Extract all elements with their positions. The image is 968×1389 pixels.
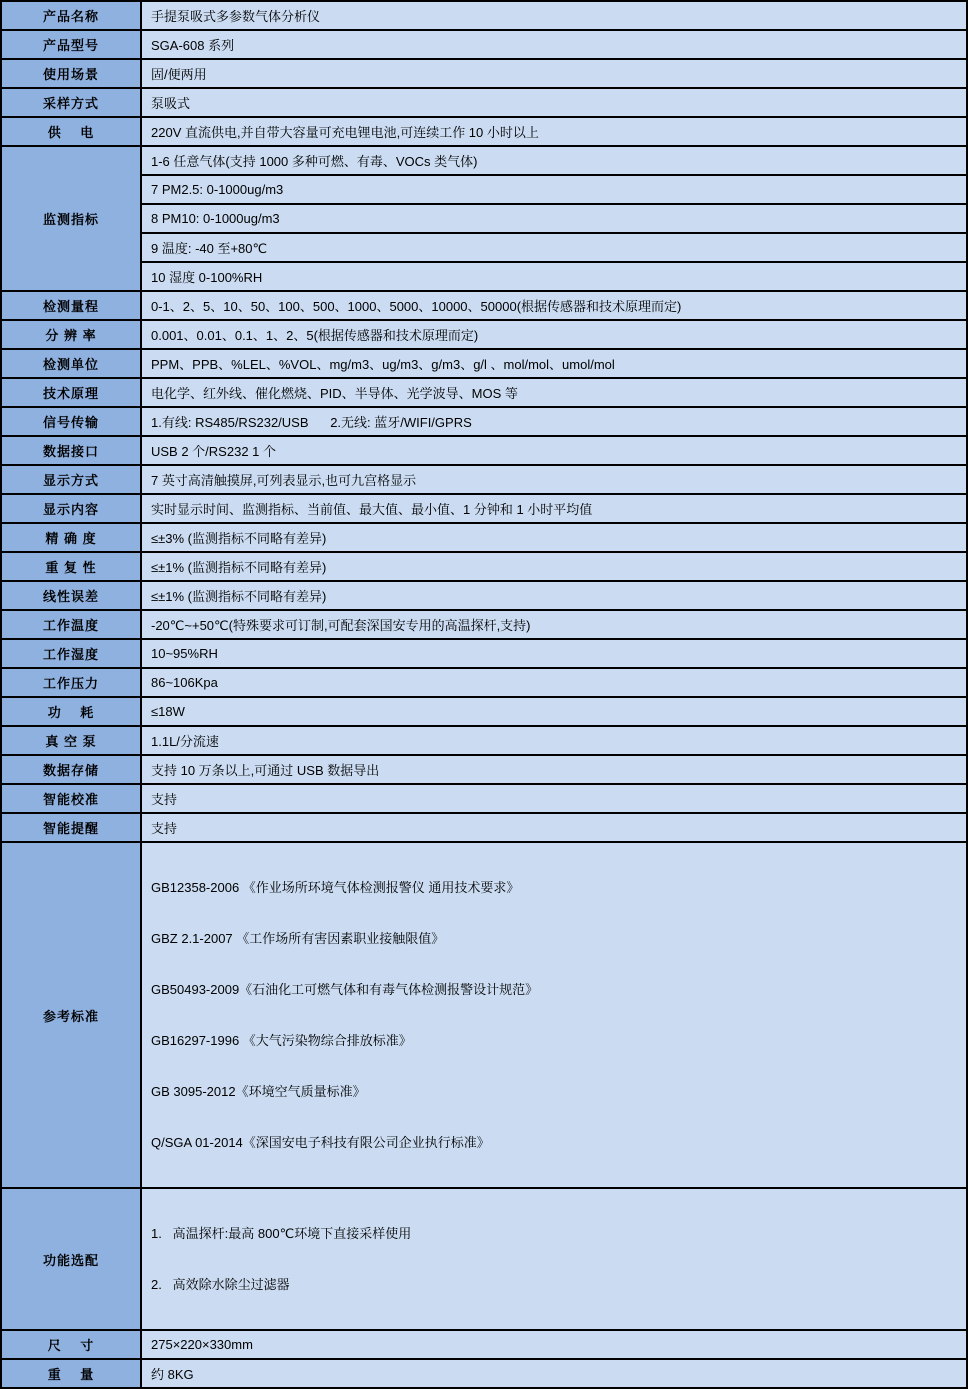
table-row (1, 552, 967, 581)
spec-label: 供 电 (1, 117, 141, 146)
spec-label: 技术原理 (1, 378, 141, 407)
table-row (1, 697, 967, 726)
spec-label: 采样方式 (1, 88, 141, 117)
table-row (1, 726, 967, 755)
table-row (1, 117, 967, 146)
spec-value: 9 温度: -40 至+80℃ (141, 233, 967, 262)
spec-value: 10~95%RH (141, 639, 967, 668)
spec-label: 检测量程 (1, 291, 141, 320)
option-line: 1. 高温探杆:最高 800℃环境下直接采样使用 (151, 1226, 412, 1241)
spec-label: 工作温度 (1, 610, 141, 639)
spec-label: 显示内容 (1, 494, 141, 523)
standard-line: GBZ 2.1-2007 《工作场所有害因素职业接触限值》 (151, 931, 445, 946)
table-row-optional-features (1, 1188, 967, 1330)
spec-label: 真 空 泵 (1, 726, 141, 755)
standard-line: GB50493-2009《石油化工可燃气体和有毒气体检测报警设计规范》 (151, 982, 539, 997)
spec-label: 尺 寸 (1, 1330, 141, 1359)
spec-value: 泵吸式 (141, 88, 967, 117)
spec-label: 线性误差 (1, 581, 141, 610)
spec-value: 支持 10 万条以上,可通过 USB 数据导出 (141, 755, 967, 784)
spec-value: ≤±3% (监测指标不同略有差异) (141, 523, 967, 552)
table-row (1, 813, 967, 842)
table-row (1, 639, 967, 668)
table-row (1, 291, 967, 320)
spec-label: 精 确 度 (1, 523, 141, 552)
spec-label: 产品名称 (1, 1, 141, 30)
spec-label-optional-features: 功能选配 (1, 1188, 141, 1330)
table-row (1, 88, 967, 117)
standard-line: Q/SGA 01-2014《深国安电子科技有限公司企业执行标准》 (151, 1135, 490, 1150)
table-row (1, 610, 967, 639)
table-row (1, 320, 967, 349)
standard-line: GB12358-2006 《作业场所环境气体检测报警仪 通用技术要求》 (151, 880, 520, 895)
table-row (1, 233, 967, 262)
spec-label: 重 量 (1, 1359, 141, 1388)
spec-label: 数据存储 (1, 755, 141, 784)
spec-value: -20℃~+50℃(特殊要求可订制,可配套深国安专用的高温探杆,支持) (141, 610, 967, 639)
table-row (1, 436, 967, 465)
table-row (1, 175, 967, 204)
spec-value: USB 2 个/RS232 1 个 (141, 436, 967, 465)
spec-label: 产品型号 (1, 30, 141, 59)
table-row (1, 262, 967, 291)
standard-line: GB16297-1996 《大气污染物综合排放标准》 (151, 1033, 412, 1048)
table-row (1, 59, 967, 88)
spec-value: 8 PM10: 0-1000ug/m3 (141, 204, 967, 233)
table-row-reference-standards (1, 842, 967, 1188)
spec-label: 数据接口 (1, 436, 141, 465)
table-row (1, 407, 967, 436)
spec-value: 7 PM2.5: 0-1000ug/m3 (141, 175, 967, 204)
spec-value: 1.有线: RS485/RS232/USB 2.无线: 蓝牙/WIFI/GPRS (141, 407, 967, 436)
table-row (1, 1, 967, 30)
spec-label: 分 辨 率 (1, 320, 141, 349)
spec-label: 显示方式 (1, 465, 141, 494)
table-row (1, 784, 967, 813)
spec-value: 220V 直流供电,并自带大容量可充电锂电池,可连续工作 10 小时以上 (141, 117, 967, 146)
spec-label: 检测单位 (1, 349, 141, 378)
spec-label: 工作压力 (1, 668, 141, 697)
spec-value: 275×220×330mm (141, 1330, 967, 1359)
spec-label: 智能提醒 (1, 813, 141, 842)
spec-value: ≤±1% (监测指标不同略有差异) (141, 552, 967, 581)
table-row (1, 378, 967, 407)
spec-value: 10 湿度 0-100%RH (141, 262, 967, 291)
spec-value: PPM、PPB、%LEL、%VOL、mg/m3、ug/m3、g/m3、g/l 、mol/mol、umol/mol (141, 349, 967, 378)
spec-label-reference-standards: 参考标准 (1, 842, 141, 1188)
spec-label: 重 复 性 (1, 552, 141, 581)
table-row (1, 523, 967, 552)
table-row (1, 349, 967, 378)
spec-label: 信号传输 (1, 407, 141, 436)
table-row (1, 755, 967, 784)
spec-value: 实时显示时间、监测指标、当前值、最大值、最小值、1 分钟和 1 小时平均值 (141, 494, 967, 523)
spec-value: 电化学、红外线、催化燃烧、PID、半导体、光学波导、MOS 等 (141, 378, 967, 407)
spec-value: 1-6 任意气体(支持 1000 多种可燃、有毒、VOCs 类气体) (141, 146, 967, 175)
spec-value: 0-1、2、5、10、50、100、500、1000、5000、10000、50000(根据传感器和技术原理而定) (141, 291, 967, 320)
spec-value: 0.001、0.01、0.1、1、2、5(根据传感器和技术原理而定) (141, 320, 967, 349)
spec-label-monitor-indicators: 监测指标 (1, 146, 141, 291)
spec-value: 固/便两用 (141, 59, 967, 88)
spec-value: 7 英寸高清触摸屏,可列表显示,也可九宫格显示 (141, 465, 967, 494)
table-row (1, 146, 967, 175)
spec-value-reference-standards (141, 842, 967, 1188)
table-row (1, 204, 967, 233)
table-row (1, 1330, 967, 1359)
spec-label: 工作湿度 (1, 639, 141, 668)
spec-value-optional-features (141, 1188, 967, 1330)
spec-value: 1.1L/分流速 (141, 726, 967, 755)
spec-value: 手提泵吸式多参数气体分析仪 (141, 1, 967, 30)
table-row (1, 668, 967, 697)
spec-label: 智能校准 (1, 784, 141, 813)
table-row (1, 581, 967, 610)
spec-value: ≤±1% (监测指标不同略有差异) (141, 581, 967, 610)
standard-line: GB 3095-2012《环境空气质量标准》 (151, 1084, 366, 1099)
table-row (1, 465, 967, 494)
spec-value: 约 8KG (141, 1359, 967, 1388)
spec-label: 功 耗 (1, 697, 141, 726)
table-row (1, 1359, 967, 1388)
spec-value: 支持 (141, 813, 967, 842)
table-row (1, 494, 967, 523)
spec-value: SGA-608 系列 (141, 30, 967, 59)
spec-label: 使用场景 (1, 59, 141, 88)
spec-value: 支持 (141, 784, 967, 813)
spec-value: 86~106Kpa (141, 668, 967, 697)
table-row (1, 30, 967, 59)
option-line: 2. 高效除水除尘过滤器 (151, 1277, 290, 1292)
spec-value: ≤18W (141, 697, 967, 726)
